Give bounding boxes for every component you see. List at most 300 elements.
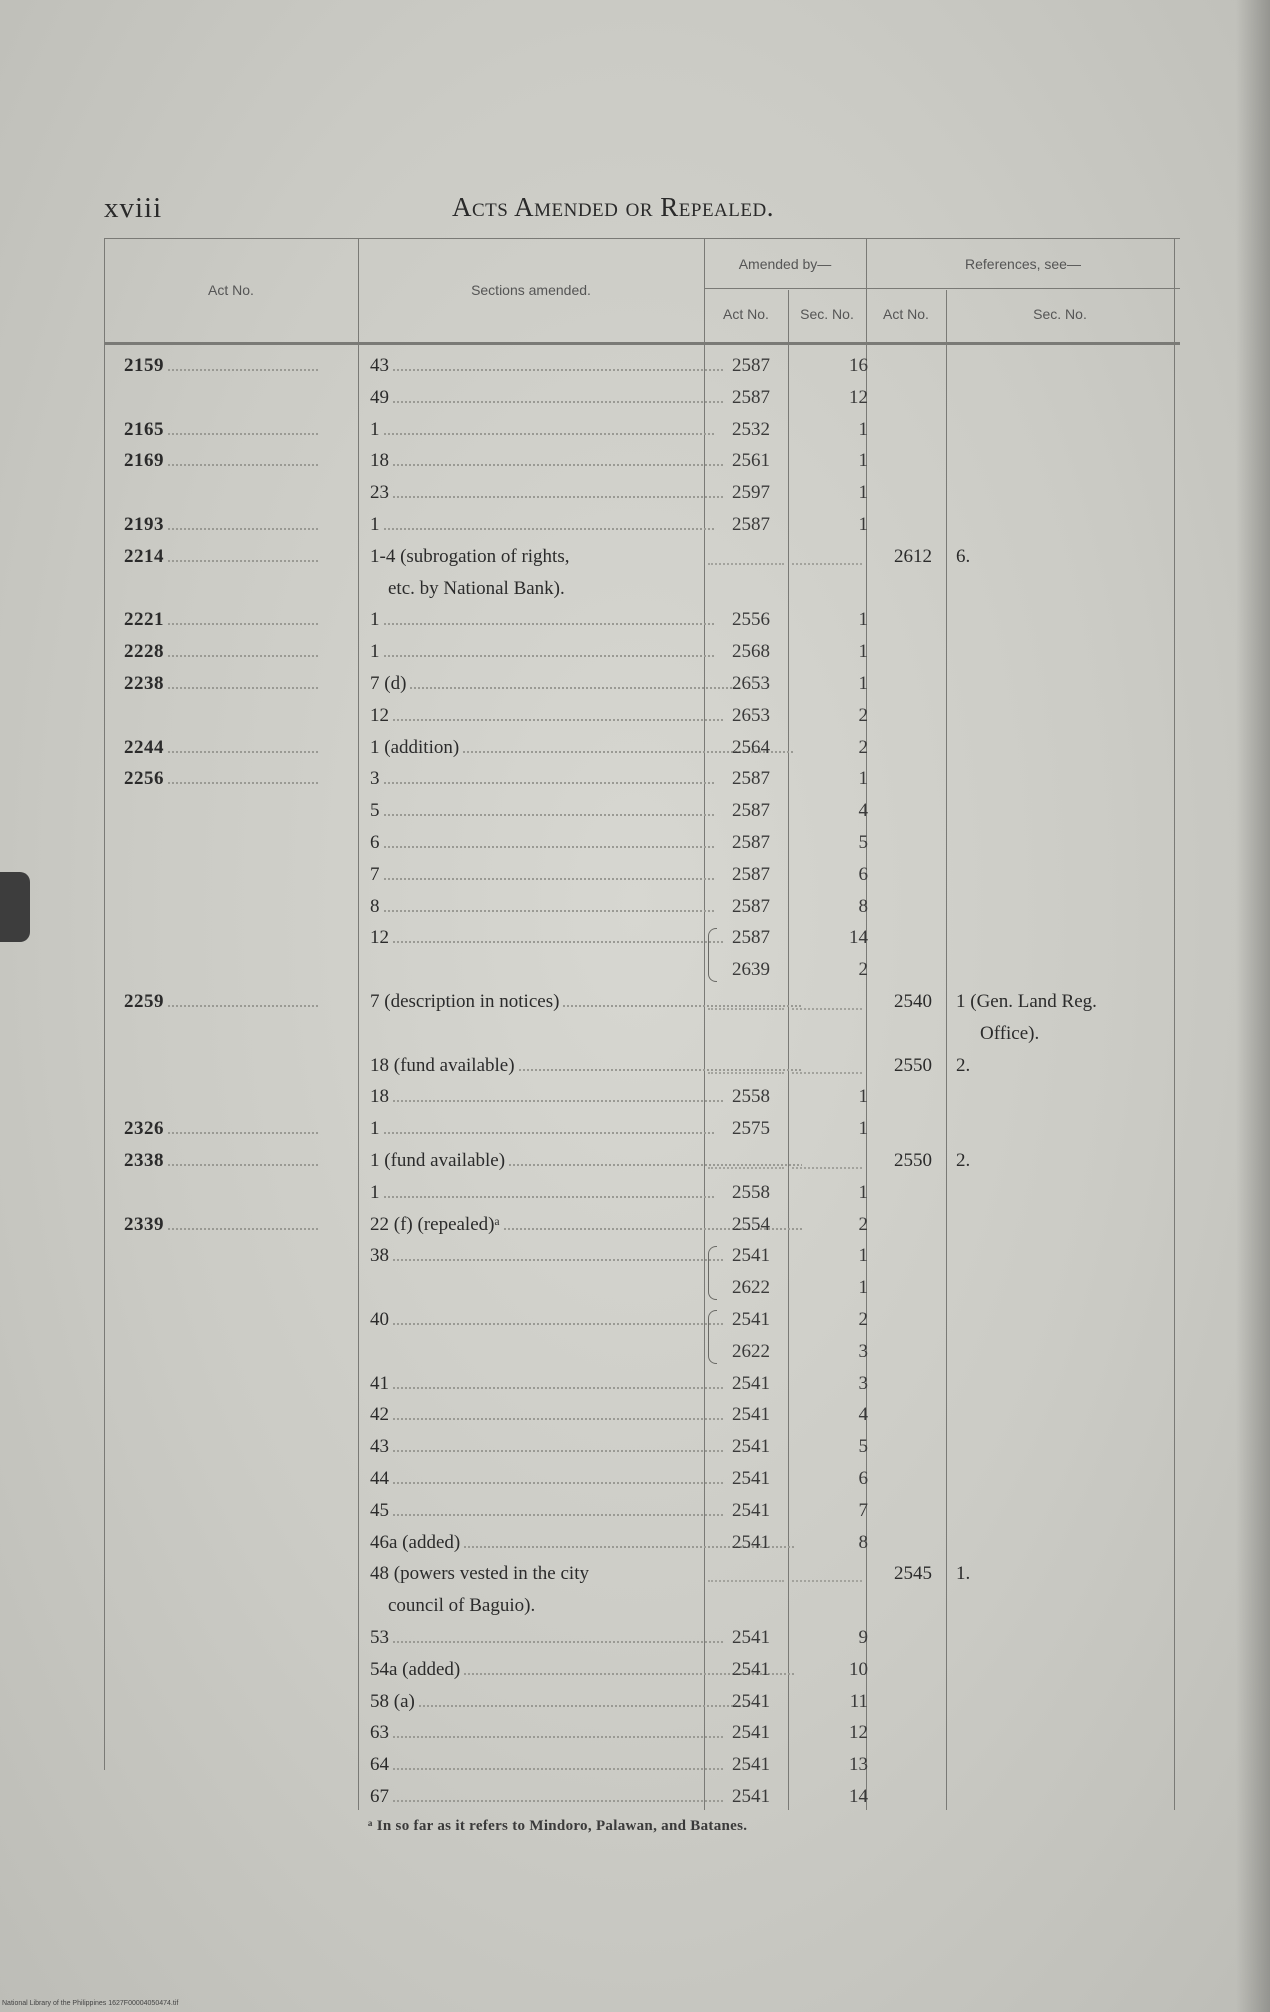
leader-dots [384,524,714,530]
amended-by-sec [790,1654,868,1686]
act-number [124,986,356,1018]
amended-by-sec-text: 4 [858,800,868,822]
leader-dots [168,747,318,753]
table-row-continuation [104,1018,1180,1050]
leader-dots [393,1764,723,1770]
amended-by-act [714,604,788,636]
section-amended-text: 7 (d) [370,673,407,694]
leader-dots [393,492,723,498]
amended-by-sec-text: 1 [858,609,868,631]
act-number-text: 2228 [124,641,164,663]
leader-dots [393,1383,723,1389]
table-row [104,1431,1180,1463]
section-amended-cont-text: council of Baguio). [388,1595,536,1617]
amended-by-sec-text: 9 [858,1627,868,1648]
amended-by-act-text: 2587 [732,832,770,853]
table-row [104,1399,1180,1431]
amended-by-act [714,350,788,382]
amended-by-sec [790,1399,868,1431]
amended-by-act-text: 2568 [732,641,770,663]
amended-by-act-text: 2587 [732,800,770,822]
amended-by-sec [790,445,868,477]
table-top-rule [104,238,1180,239]
table-row [104,509,1180,541]
section-amended-text: 18 [370,1086,389,1108]
amended-by-sec-text: 1 [858,768,868,790]
section-amended-text: 1 (addition) [370,736,460,758]
table-row [104,1209,1180,1241]
leader-dots [393,1796,723,1802]
amended-by-sec-text: 14 [849,927,868,949]
amended-by-sec-text: 6 [858,1468,868,1489]
section-amended-text: 18 [370,450,389,472]
leader-dots [509,1160,802,1166]
amended-by-sec [790,382,868,414]
amended-by-act-text: 2541 [732,1436,770,1458]
amended-by-act-text: 2554 [732,1213,770,1235]
amended-by-act [714,732,788,764]
amended-by-act-text: 2541 [732,1690,770,1712]
amended-by-sec-text: 1 [858,482,868,504]
amended-by-sec-text: 5 [858,832,868,853]
header-act-no: Act No. [208,282,254,298]
table-row [104,477,1180,509]
act-number-text: 2238 [124,673,164,694]
section-amended [370,1558,802,1590]
amended-by-act [714,382,788,414]
amended-by-act [714,1177,788,1209]
table-row-continuation [104,954,1180,986]
amended-by-act [714,668,788,700]
section-amended-cont [388,573,820,605]
header-sections-amended: Sections amended. [471,282,591,298]
amended-by-act [714,954,788,986]
section-amended-text: 1 [370,1181,380,1203]
amended-by-sec-text: 2 [858,736,868,758]
amended-by-sec [790,1622,868,1654]
amended-by-act [714,1749,788,1781]
section-amended-text: 43 [370,1436,389,1458]
empty-dash [708,1167,784,1169]
amended-by-sec [790,922,868,954]
amended-by-sec [790,1527,868,1559]
leader-dots [393,1732,723,1738]
reference-sec-cont-text: Office). [980,1022,1040,1044]
leader-dots [384,874,714,880]
amended-by-sec [790,668,868,700]
leader-dots [393,1637,723,1643]
amended-by-sec-text: 7 [858,1499,868,1521]
amended-by-act [714,636,788,668]
amended-by-sec [790,1368,868,1400]
amended-by-sec-text: 1 [858,1118,868,1140]
section-amended-text: 12 [370,704,389,726]
amended-by-sec-text: 3 [858,1340,868,1362]
header-amended-by: Amended by— [738,256,832,272]
amended-by-sec-text: 13 [849,1754,868,1776]
amended-by-act-text: 2587 [732,895,770,917]
amended-by-sec [790,1209,868,1241]
section-amended [370,541,802,573]
table-row [104,1145,1180,1177]
act-number [124,445,356,477]
amended-by-act-text: 2564 [732,736,770,758]
amended-by-sec [790,1113,868,1145]
act-number [124,350,356,382]
header-amended-sec-no: Sec. No. [800,306,854,322]
amended-by-act [714,1113,788,1145]
section-amended-text: 46a (added) [370,1531,461,1553]
table-row [104,700,1180,732]
empty-dash [792,1580,862,1582]
reference-sec-text: 6. [956,545,971,567]
section-amended-text: 53 [370,1627,389,1648]
empty-dash [792,1167,862,1169]
table-row [104,1463,1180,1495]
section-amended-text: 1 [370,418,380,440]
table-row [104,1654,1180,1686]
section-amended-text: 63 [370,1722,389,1744]
section-amended-text: 23 [370,482,389,504]
act-number [124,509,356,541]
amended-by-act [714,700,788,732]
page-number: xviii [104,192,163,224]
table-row [104,1781,1180,1813]
amended-by-sec-text: 1 [858,450,868,472]
leader-dots [519,1065,802,1071]
leader-dots [563,1001,802,1007]
footnote: ᵃ In so far as it refers to Mindoro, Palawan, and Batanes. [368,1818,748,1834]
section-amended [370,1050,802,1082]
section-amended-cont-text: etc. by National Bank). [388,577,565,599]
section-amended-text: 3 [370,768,380,790]
table-row [104,795,1180,827]
amended-by-act [714,827,788,859]
reference-act-text: 2550 [894,1150,932,1171]
leader-dots [419,1701,749,1707]
amended-by-act [714,1399,788,1431]
amended-by-sec-text: 11 [849,1690,868,1712]
act-number [124,1145,356,1177]
header-bottom-rule [104,342,1180,345]
leader-dots [384,1192,714,1198]
amended-by-act [714,414,788,446]
amended-by-sec [790,1240,868,1272]
amended-by-act [714,509,788,541]
section-amended-text: 7 (description in notices) [370,991,560,1012]
amended-by-sec [790,636,868,668]
leader-dots [393,1319,723,1325]
leader-dots [384,619,714,625]
leader-dots [168,1001,318,1007]
section-amended-text: 42 [370,1404,389,1426]
leader-dots [410,683,740,689]
reference-sec [956,1558,1176,1590]
table-row [104,922,1180,954]
table-row [104,1622,1180,1654]
amended-by-act-text: 2622 [732,1277,770,1299]
reference-act-text: 2550 [894,1054,932,1076]
amended-by-act [714,1336,788,1368]
section-amended-text: 18 (fund available) [370,1054,515,1076]
amended-by-act-text: 2597 [732,482,770,504]
amended-by-act-text: 2541 [732,1245,770,1267]
amended-by-sec-text: 1 [858,1181,868,1203]
header-ref-act-no: Act No. [883,306,929,322]
section-amended-text: 12 [370,927,389,949]
table-row [104,1368,1180,1400]
amended-by-sec [790,350,868,382]
amended-by-act-text: 2541 [732,1372,770,1394]
reference-sec [956,1050,1176,1082]
binding-tab [0,872,30,942]
amended-by-act [714,859,788,891]
amended-by-act [714,1272,788,1304]
amended-by-sec [790,1495,868,1527]
amended-by-sec [790,1177,868,1209]
table-row-continuation [104,1272,1180,1304]
leader-dots [168,683,318,689]
reference-sec-cont [980,1018,1200,1050]
section-amended-text: 54a (added) [370,1658,461,1680]
amended-by-sec [790,732,868,764]
amended-by-sec [790,1463,868,1495]
leader-dots [384,906,714,912]
amended-by-act [714,1368,788,1400]
reference-sec-text: 2. [956,1150,971,1171]
amended-by-act [714,922,788,954]
amended-by-act-text: 2558 [732,1086,770,1108]
table-row [104,1240,1180,1272]
amended-by-act-text: 2622 [732,1340,770,1362]
section-amended-text: 1 [370,641,380,663]
amended-by-act [714,1686,788,1718]
table-row-continuation [104,1336,1180,1368]
amended-by-act [714,1527,788,1559]
leader-dots [393,715,723,721]
page-edge-shadow [1236,0,1270,2012]
table-row [104,445,1180,477]
section-amended-text: 44 [370,1468,389,1489]
section-amended-text: 1-4 (subrogation of rights, [370,545,570,567]
amended-by-act [714,1081,788,1113]
section-amended-text: 49 [370,386,389,408]
reference-act [872,1558,954,1590]
table-row [104,1749,1180,1781]
reference-sec-text: 2. [956,1054,971,1076]
table-row [104,732,1180,764]
act-number-text: 2165 [124,418,164,440]
reference-act [872,986,954,1018]
amended-by-sec-text: 1 [858,1245,868,1267]
act-number [124,763,356,795]
table-row [104,604,1180,636]
leader-dots [384,651,714,657]
act-number-text: 2338 [124,1150,164,1171]
section-amended-text: 1 [370,514,380,535]
table-row [104,1177,1180,1209]
leader-dots [393,1255,723,1261]
amended-by-sec [790,891,868,923]
leader-dots [393,460,723,466]
amended-by-sec [790,1336,868,1368]
section-amended-text: 7 [370,863,380,885]
amended-by-act-text: 2587 [732,514,770,535]
leader-dots [384,1128,714,1134]
section-amended-text: 5 [370,800,380,822]
amended-by-sec-text: 16 [849,355,868,376]
amended-by-act [714,1495,788,1527]
amended-by-sec-text: 1 [858,641,868,663]
empty-dash [708,1008,784,1010]
table-row [104,1081,1180,1113]
leader-dots [393,397,723,403]
amended-by-sec [790,1272,868,1304]
amended-by-act [714,795,788,827]
act-number-text: 2159 [124,355,164,376]
section-amended-text: 41 [370,1372,389,1394]
act-number-text: 2326 [124,1118,164,1140]
section-amended [370,1145,802,1177]
leader-dots [168,1224,318,1230]
amended-by-sec [790,954,868,986]
amended-by-sec-text: 10 [849,1658,868,1680]
act-number-text: 2169 [124,450,164,472]
act-number [124,541,356,573]
reference-act [872,541,954,573]
amended-by-act-text: 2541 [732,1786,770,1807]
table-row [104,1558,1180,1590]
amended-by-act [714,445,788,477]
section-amended-cont [388,1590,820,1622]
amended-by-sec-text: 4 [858,1404,868,1426]
leader-dots [384,810,714,816]
amended-by-act-text: 2541 [732,1309,770,1330]
leader-dots [384,778,714,784]
reference-act [872,1145,954,1177]
leader-dots [168,524,318,530]
section-amended-text: 38 [370,1245,389,1267]
amended-by-sec [790,1749,868,1781]
act-number-text: 2221 [124,609,164,631]
amended-by-act-text: 2653 [732,673,770,694]
empty-dash [708,1072,784,1074]
amended-by-sec [790,859,868,891]
leader-dots [168,429,318,435]
reference-sec [956,986,1176,1018]
section-amended-text: 1 (fund available) [370,1150,506,1171]
leader-dots [168,778,318,784]
acts-table [104,238,1180,1810]
amended-by-act-text: 2556 [732,609,770,631]
amended-by-act [714,1431,788,1463]
amended-by-sec [790,1686,868,1718]
table-row [104,636,1180,668]
table-row [104,1495,1180,1527]
amended-by-sec-text: 3 [858,1372,868,1394]
table-row-continuation [104,573,1180,605]
amended-by-act [714,763,788,795]
amended-by-act [714,1781,788,1813]
amended-by-act-text: 2541 [732,1722,770,1744]
amended-by-sec [790,509,868,541]
leader-dots [168,619,318,625]
amended-by-sec-text: 2 [858,959,868,981]
section-amended [370,986,802,1018]
section-amended-text: 58 (a) [370,1690,415,1712]
table-row [104,541,1180,573]
amended-by-act [714,1654,788,1686]
table-row [104,827,1180,859]
leader-dots [168,651,318,657]
reference-act-text: 2545 [894,1563,932,1585]
amended-by-sec-text: 1 [858,673,868,694]
act-number [124,604,356,636]
table-row [104,1113,1180,1145]
amended-by-sec-text: 8 [858,1531,868,1553]
section-amended-text: 6 [370,832,380,853]
amended-by-sec [790,1431,868,1463]
amended-by-sec-text: 8 [858,895,868,917]
leader-dots [384,842,714,848]
reference-sec-text: 1. [956,1563,971,1585]
amended-by-sec [790,477,868,509]
amended-by-act [714,1622,788,1654]
table-row [104,891,1180,923]
table-row [104,763,1180,795]
leader-dots [168,556,318,562]
leader-dots [393,1096,723,1102]
amended-by-act-text: 2561 [732,450,770,472]
act-number [124,1113,356,1145]
amended-by-sec [790,1781,868,1813]
amended-by-act-text: 2587 [732,768,770,790]
amended-by-sec-text: 2 [858,704,868,726]
amended-by-sec [790,763,868,795]
empty-dash [792,1072,862,1074]
amended-by-sec [790,795,868,827]
header-references-see: References, see— [965,256,1081,272]
amended-by-act [714,477,788,509]
section-amended-text: 45 [370,1499,389,1521]
reference-sec [956,541,1176,573]
amended-by-act-text: 2541 [732,1499,770,1521]
leader-dots [168,365,318,371]
empty-dash [708,1580,784,1582]
amended-by-act [714,1717,788,1749]
amended-by-sec-text: 2 [858,1309,868,1330]
amended-by-act-text: 2653 [732,704,770,726]
amended-by-act-text: 2575 [732,1118,770,1140]
amended-by-act-text: 2541 [732,1404,770,1426]
header-mid-rule [704,288,1180,289]
amended-by-sec [790,700,868,732]
act-number-text: 2256 [124,768,164,790]
amended-by-act-text: 2587 [732,386,770,408]
leader-dots [393,1414,723,1420]
leader-dots [393,1446,723,1452]
act-number [124,732,356,764]
table-row [104,859,1180,891]
leader-dots [393,1478,723,1484]
amended-by-act-text: 2541 [732,1468,770,1489]
amended-by-sec-text: 1 [858,418,868,440]
amended-by-sec-text: 5 [858,1436,868,1458]
table-row [104,350,1180,382]
section-amended-text: 22 (f) (repealed)ᵃ [370,1213,500,1235]
section-amended-text: 8 [370,895,380,917]
amended-by-sec-text: 1 [858,1086,868,1108]
